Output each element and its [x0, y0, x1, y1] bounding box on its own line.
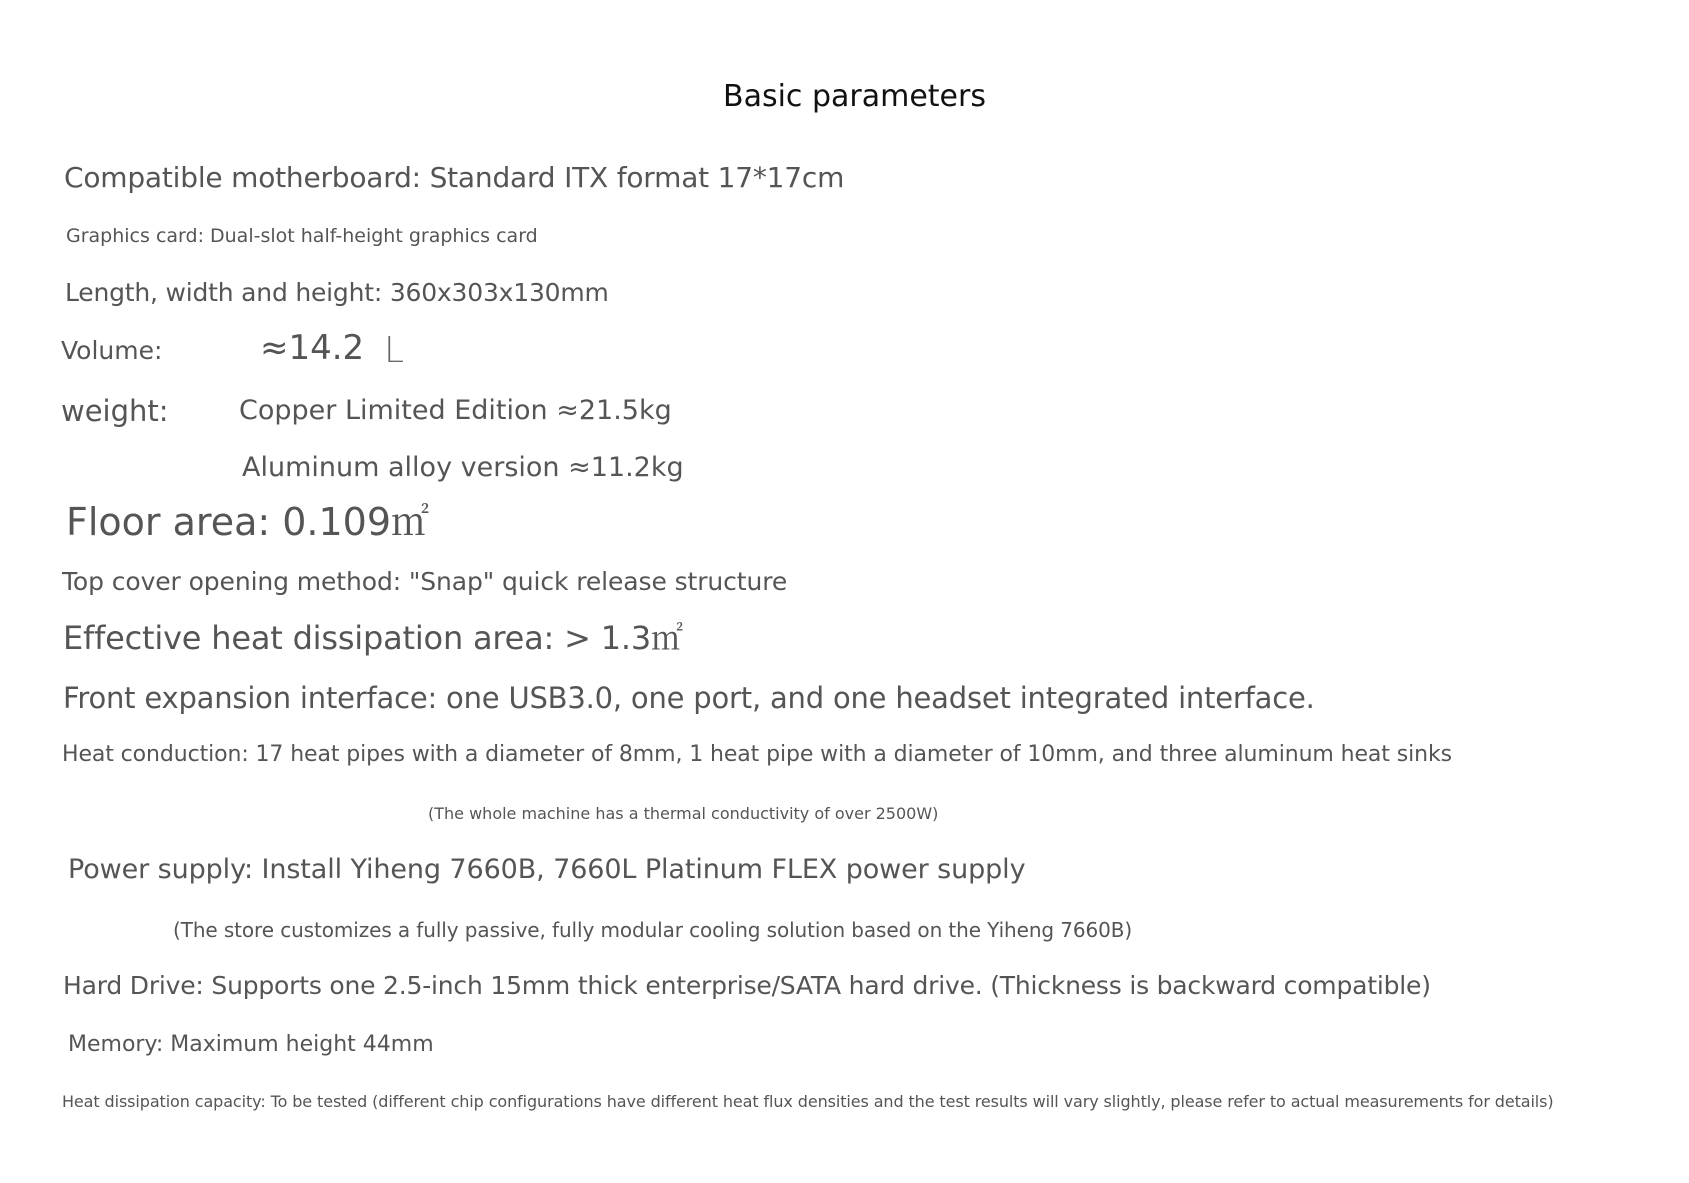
spec-power-supply-note: (The store customizes a fully passive, fully modular cooling solution based on the Yiheng 7660B)	[173, 918, 1133, 942]
spec-volume-value: ≈14.2	[260, 328, 365, 368]
spec-volume-unit: L	[384, 330, 405, 371]
page-title: Basic parameters	[723, 79, 986, 114]
spec-heat-conduction: Heat conduction: 17 heat pipes with a diameter of 8mm, 1 heat pipe with a diameter of 10mm, and three aluminum heat sinks	[62, 742, 1452, 767]
spec-heat-capacity: Heat dissipation capacity: To be tested (different chip configurations have different heat flux densities and the test results will vary slightly, please refer to actual measurements for details)	[62, 1092, 1554, 1111]
spec-heat-dissipation-area: Effective heat dissipation area: > 1.3㎡	[63, 619, 683, 657]
spec-hard-drive: Hard Drive: Supports one 2.5-inch 15mm thick enterprise/SATA hard drive. (Thickness is backward compatible)	[63, 971, 1431, 1000]
spec-front-interface: Front expansion interface: one USB3.0, one port, and one headset integrated interface.	[63, 681, 1315, 715]
spec-power-supply: Power supply: Install Yiheng 7660B, 7660L Platinum FLEX power supply	[68, 854, 1026, 885]
spec-volume-label: Volume:	[61, 336, 163, 365]
spec-top-cover: Top cover opening method: "Snap" quick release structure	[62, 567, 788, 596]
spec-heat-conduction-note: (The whole machine has a thermal conductivity of over 2500W)	[428, 804, 939, 823]
spec-memory: Memory: Maximum height 44mm	[68, 1032, 434, 1057]
spec-floor-area: Floor area: 0.109㎡	[66, 500, 430, 544]
spec-graphics-card: Graphics card: Dual-slot half-height graphics card	[66, 225, 538, 247]
spec-weight-aluminum: Aluminum alloy version ≈11.2kg	[242, 452, 684, 483]
spec-dimensions: Length, width and height: 360x303x130mm	[65, 278, 609, 307]
spec-weight-label: weight:	[61, 394, 169, 428]
spec-weight-copper: Copper Limited Edition ≈21.5kg	[239, 395, 672, 426]
spec-motherboard: Compatible motherboard: Standard ITX format 17*17cm	[64, 161, 845, 194]
